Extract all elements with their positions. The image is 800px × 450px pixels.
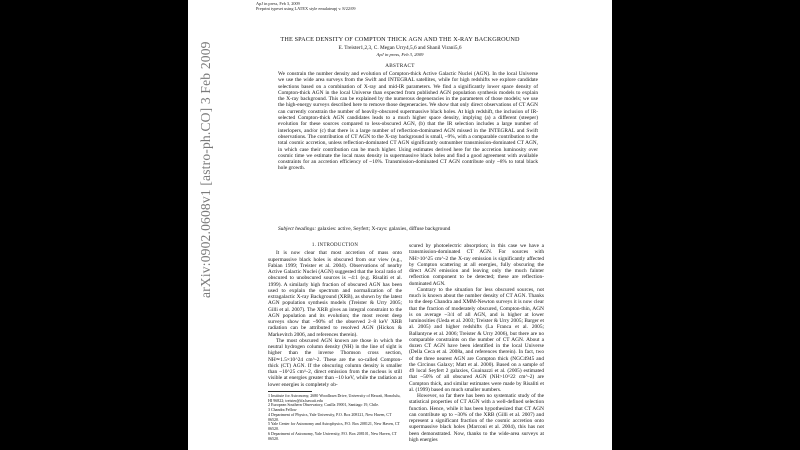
paper-page [188, 0, 612, 450]
footnote-divider [268, 391, 312, 392]
right-paragraph-1: scured by photoelectric absorption; in this case we have a transmission-dominated CT AGN. For sources with NH>10^25 cm^-2 the X-ray emission is significantly affected by Compton scattering at all energies, fully obscuring the direct AGN emission and leaving only the much fainter reflection component to be detected; these are reflection-dominated AGN. [409, 243, 544, 287]
running-header [256, 1, 356, 12]
right-paragraph-3: However, so far there has been no systematic study of the statistical properties of CT AGN with a well-defined selection function. Hence, while it has been hypothesized that CT AGN can contribute up to ~30% of the XRB (Gilli et al. 2007) and represent a significant fraction of the cosmic accretion onto supermassive black holes (Marconi et al. 2004), this has not been demonstrated. Now, thanks to the wide-area surveys at high energies [409, 393, 544, 443]
paper-authors: E. Treister1,2,3, C. Megan Urry4,5,6 and Shanil Virani5,6 [338, 45, 462, 51]
section-heading-introduction: 1. INTRODUCTION [311, 243, 359, 248]
subject-headings [278, 226, 538, 232]
right-column [409, 243, 544, 443]
footnote-2: 2 European Southern Observatory, Casilla 19001, Santiago 19, Chile. [268, 402, 380, 408]
footnote-5: 5 Yale Center for Astronomy and Astrophysics, P.O. Box 208121, New Haven, CT 06520. [268, 421, 400, 431]
right-paragraph-2: Contrary to the situation for less obscured sources, not much is known about the number density of CT AGN. Thanks to the deep Chandra and XMM-Newton surveys it is now clear that the fraction of moderately obscured, Compton-thin, AGN is on average ~3/4 of all AGN, and is higher at lower luminosities (Ueda et al. 2003; Treister & Urry 2005; Barger et al. 2005) and higher redshifts (La Franca et al. 2005; Ballantyne et al. 2006; Treister & Urry 2006), but there are no comparable constraints on the number of CT AGN. About a dozen CT AGN have been identified in the local Universe (Della Ceca et al. 2008a, and references therein). In fact, two of the three nearest AGN are Compton thick (NGC4945 and the Circinus Galaxy; Matt et al. 2000). Based on a sample of 49 local Seyfert 2 galaxies, Guainazzi et al. (2005) estimated that ~50% of all obscured AGN (NH>10^22 cm^-2) are Compton thick, and similar estimates were made by Risaliti et al. (1999) based on much smaller numbers. [409, 286, 544, 393]
left-column [268, 243, 402, 441]
subject-headings-text: galaxies: active, Seyfert; X-rays: galaxies, diffuse background [316, 226, 451, 232]
arxiv-stamp: arXiv:0902.0608v1 [astro-ph.CO] 3 Feb 2009 [198, 41, 213, 298]
header-preprint-line: Preprint typeset using LATEX style emulateapj v. 8/22/09 [256, 6, 356, 12]
subject-headings-label: Subject headings: [278, 226, 317, 232]
intro-paragraph-2: The most obscured AGN known are those in which the neutral hydrogen column density (NH) in the line of sight is higher than the inverse Thomson cross section, NH≃1.5×10^24 cm^-2. These are the so-called Compton-thick (CT) AGN. If the obscuring column density is smaller than ~10^25 cm^-2, direct emission from the nucleus is still visible at energies greater than ~10 keV, while the radiation at lower energies is completely ob- [268, 337, 402, 388]
abstract-text: We constrain the number density and evolution of Compton-thick Active Galactic Nuclei (AGN). In the local Universe we use the wide area surveys from the Swift and INTEGRAL satellites, while for high redshifts we explore candidate selections based on a combination of X-ray and mid-IR parameters. We find a significantly lower space density of Compton-thick AGN in the local Universe than expected from published AGN population synthesis models to explain the X-ray background. This can be explained by the numerous degeneracies in the parameters of those models; we use the high-energy surveys described here to remove those degeneracies. We show that only direct observations of CT AGN can currently constrain the number of heavily-obscured supermassive black holes. At high redshift, the inclusion of IR-selected Compton-thick AGN candidates leads to a much higher space density, implying (a) a different (steeper) evolution for these sources compared to less-obscured AGN, (b) that the IR selection includes a large number of interlopers, and/or (c) that there is a large number of reflection-dominated AGN missed in the INTEGRAL and Swift observations. The contribution of CT AGN to the X-ray background is small, ~9%, with a comparable contribution to the total cosmic accretion, unless reflection-dominated CT AGN significantly outnumber transmission-dominated CT AGN, in which case their contribution can be much higher. Using estimates derived here for the accretion luminosity over cosmic time we estimate the local mass density in supermassive black holes and find a good agreement with available constraints for an accretion efficiency of ~10%. Transmission-dominated CT AGN contribute only ~8% to total black hole growth. [278, 71, 538, 172]
paper-title: THE SPACE DENSITY OF COMPTON THICK AGN AND THE X-RAY BACKGROUND [280, 36, 520, 43]
footnote-6: 6 Department of Astronomy, Yale University, P.O. Box 208101, New Haven, CT 06520. [268, 430, 397, 441]
footnote-3: 3 Chandra Fellow [268, 407, 297, 412]
footnote-4: 4 Department of Physics, Yale University, P.O. Box 208121, New Haven, CT 06520. [268, 411, 392, 422]
press-line: ApJ in press, Feb 3, 2009 [376, 52, 424, 57]
abstract-heading: ABSTRACT [385, 63, 415, 69]
footnote-1: 1 Institute for Astronomy, 2680 Woodlawn Drive, University of Hawaii, Honolulu, HI 96822; treister@ifa.hawaii.edu [268, 392, 401, 403]
footnotes [268, 394, 402, 442]
header-press-line: ApJ in press, Feb 3, 2009 [256, 1, 300, 6]
intro-paragraph-1: It is now clear that most accretion of mass onto supermassive black holes is obscured from our view (e.g., Fabian 1999; Treister et al. 2004). Observations of nearby Active Galactic Nuclei (AGN) suggested that the local ratio of obscured to unobscured sources is ~4:1 (e.g. Risaliti et al. 1999). A similarly high fraction of obscured AGN has been used to explain the spectrum and normalization of the extragalactic X-ray Background (XRB), as shown by the latest AGN population synthesis models (Treister & Urry 2005; Gilli et al. 2007). The XRB gives an integral constraint to the AGN population and its evolution; the most recent deep surveys show that ~90% of the observed 2–8 keV XRB radiation can be attributed to resolved AGN (Hickox & Markevitch 2006, and references therein). [268, 250, 402, 338]
